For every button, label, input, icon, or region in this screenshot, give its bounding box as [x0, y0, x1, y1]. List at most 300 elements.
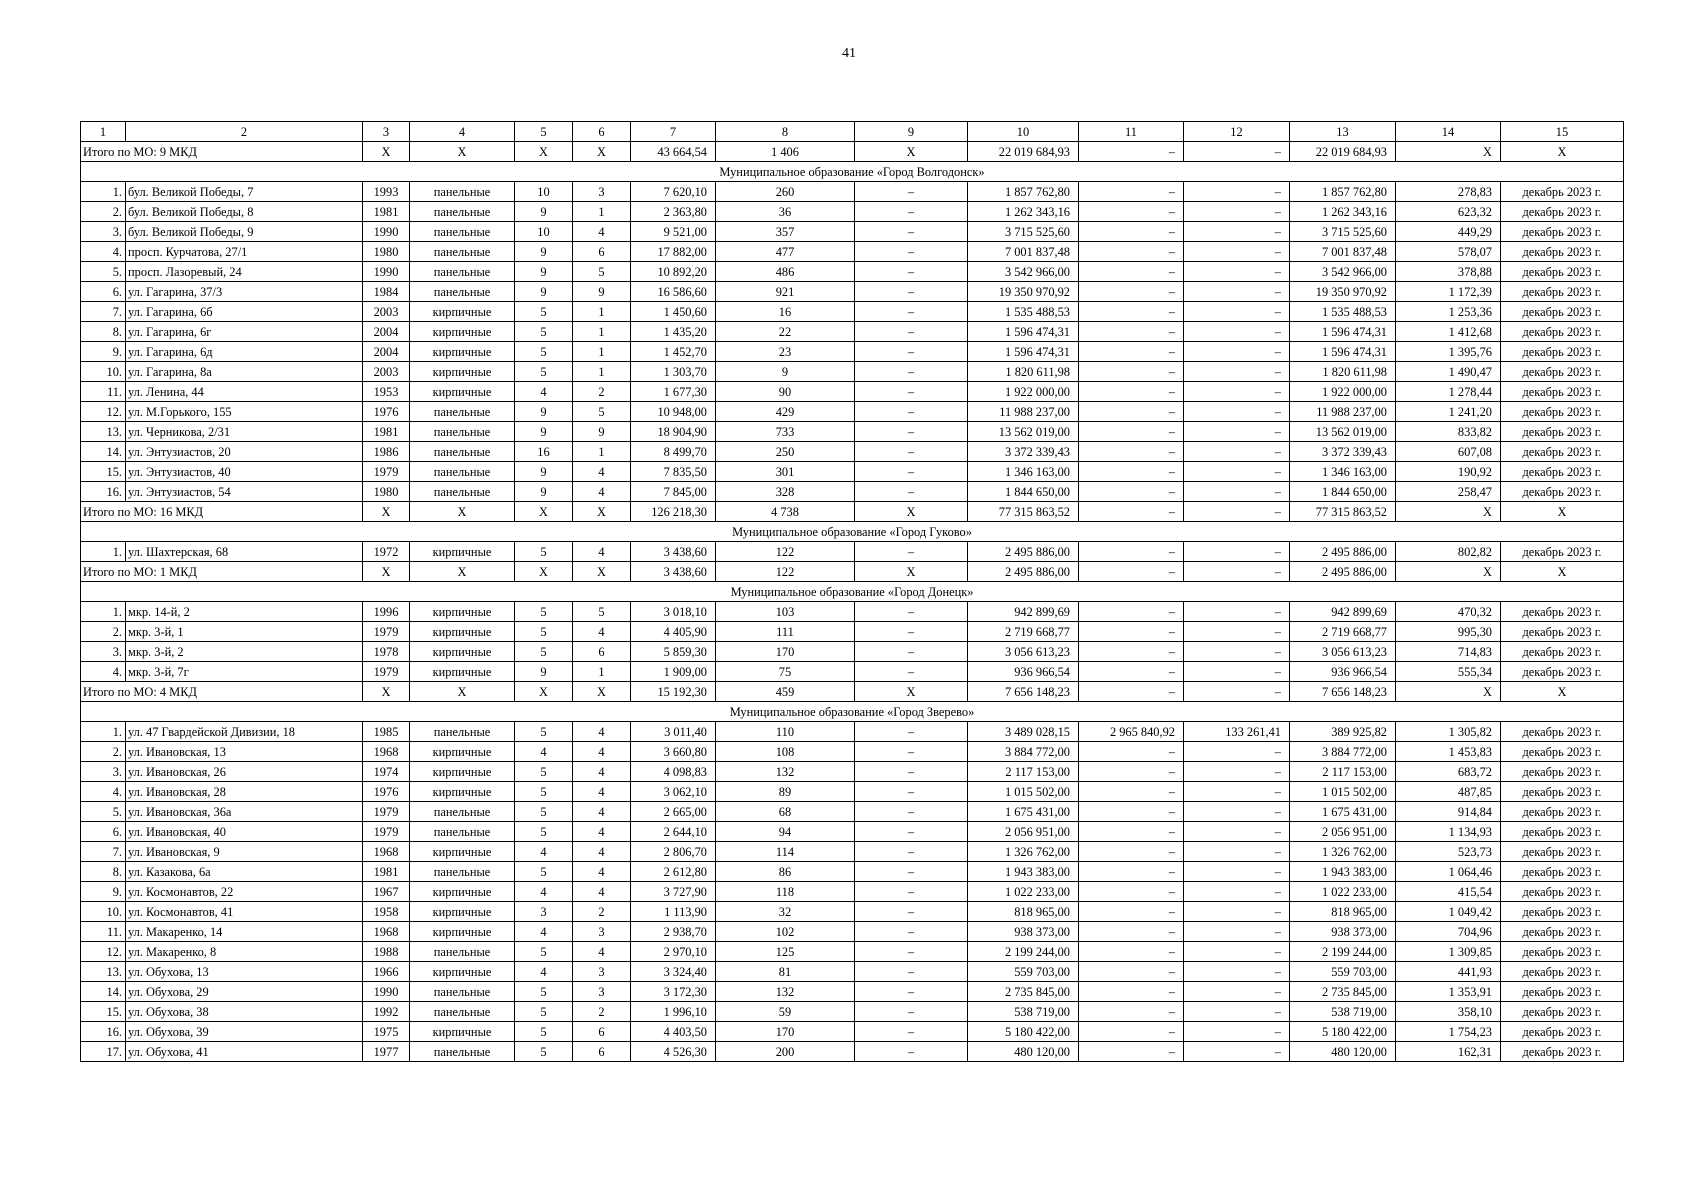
- address-cell: ул. Ивановская, 40: [126, 822, 363, 842]
- total-cell: 2 495 886,00: [1290, 562, 1396, 582]
- table-cell: 5: [515, 602, 573, 622]
- table-cell: 714,83: [1396, 642, 1501, 662]
- column-number: 6: [573, 122, 631, 142]
- table-cell: 250: [716, 442, 855, 462]
- table-cell: 538 719,00: [968, 1002, 1079, 1022]
- table-row: [81, 982, 1624, 1002]
- table-cell: 2 363,80: [631, 202, 716, 222]
- table-cell: –: [1184, 922, 1290, 942]
- housing-repair-table: [80, 121, 1624, 1062]
- table-cell: декабрь 2023 г.: [1501, 302, 1624, 322]
- table-cell: 486: [716, 262, 855, 282]
- row-index: 8.: [81, 322, 126, 342]
- table-cell: –: [855, 342, 968, 362]
- table-cell: –: [1184, 242, 1290, 262]
- table-cell: 4: [515, 962, 573, 982]
- table-cell: панельные: [410, 822, 515, 842]
- table-cell: 4: [573, 882, 631, 902]
- address-cell: ул. Энтузиастов, 20: [126, 442, 363, 462]
- table-cell: 2 970,10: [631, 942, 716, 962]
- table-cell: 7 845,00: [631, 482, 716, 502]
- table-cell: –: [1079, 962, 1184, 982]
- table-cell: панельные: [410, 242, 515, 262]
- table-cell: 5: [515, 862, 573, 882]
- table-cell: –: [1184, 642, 1290, 662]
- table-cell: 1 453,83: [1396, 742, 1501, 762]
- table-cell: 16: [515, 442, 573, 462]
- total-label: Итого по МО: 9 МКД: [81, 142, 363, 162]
- total-row: [81, 562, 1624, 582]
- table-cell: 559 703,00: [1290, 962, 1396, 982]
- table-cell: –: [855, 462, 968, 482]
- table-cell: –: [855, 862, 968, 882]
- total-cell: X: [855, 502, 968, 522]
- table-cell: 2 117 153,00: [1290, 762, 1396, 782]
- table-cell: 538 719,00: [1290, 1002, 1396, 1022]
- table-cell: –: [1079, 782, 1184, 802]
- table-cell: –: [855, 902, 968, 922]
- table-cell: 10: [515, 182, 573, 202]
- address-cell: ул. Черникова, 2/31: [126, 422, 363, 442]
- table-cell: –: [1079, 262, 1184, 282]
- table-cell: панельные: [410, 942, 515, 962]
- table-cell: 68: [716, 802, 855, 822]
- table-cell: 1 844 650,00: [1290, 482, 1396, 502]
- table-cell: 9: [515, 462, 573, 482]
- table-cell: –: [1079, 742, 1184, 762]
- table-cell: 938 373,00: [968, 922, 1079, 942]
- table-cell: 1 435,20: [631, 322, 716, 342]
- row-index: 3.: [81, 762, 126, 782]
- table-cell: –: [855, 302, 968, 322]
- table-cell: 3 489 028,15: [968, 722, 1079, 742]
- table-cell: 9: [573, 422, 631, 442]
- table-cell: –: [1184, 782, 1290, 802]
- table-row: [81, 322, 1624, 342]
- table-cell: 5 180 422,00: [1290, 1022, 1396, 1042]
- table-cell: 4: [515, 842, 573, 862]
- row-index: 15.: [81, 1002, 126, 1022]
- total-cell: X: [573, 502, 631, 522]
- table-cell: 32: [716, 902, 855, 922]
- table-row: [81, 1022, 1624, 1042]
- table-cell: –: [1079, 282, 1184, 302]
- table-cell: декабрь 2023 г.: [1501, 882, 1624, 902]
- table-cell: –: [1184, 982, 1290, 1002]
- total-cell: X: [855, 562, 968, 582]
- table-cell: 4: [573, 822, 631, 842]
- table-cell: 1 049,42: [1396, 902, 1501, 922]
- total-cell: X: [515, 502, 573, 522]
- table-cell: 3 062,10: [631, 782, 716, 802]
- table-row: [81, 742, 1624, 762]
- table-cell: 19 350 970,92: [968, 282, 1079, 302]
- table-cell: –: [1079, 482, 1184, 502]
- table-cell: 17 882,00: [631, 242, 716, 262]
- address-cell: ул. Гагарина, 6б: [126, 302, 363, 322]
- table-cell: 1992: [363, 1002, 410, 1022]
- table-cell: 5: [515, 622, 573, 642]
- table-cell: 1 326 762,00: [1290, 842, 1396, 862]
- table-cell: 441,93: [1396, 962, 1501, 982]
- table-cell: 1 677,30: [631, 382, 716, 402]
- table-cell: 1 943 383,00: [1290, 862, 1396, 882]
- table-cell: 2 965 840,92: [1079, 722, 1184, 742]
- table-cell: 1990: [363, 982, 410, 1002]
- table-cell: –: [1184, 842, 1290, 862]
- table-cell: 170: [716, 642, 855, 662]
- table-cell: кирпичные: [410, 382, 515, 402]
- table-row: [81, 962, 1624, 982]
- table-cell: 4: [573, 482, 631, 502]
- row-index: 4.: [81, 662, 126, 682]
- table-cell: 1 857 762,80: [968, 182, 1079, 202]
- table-cell: 5 180 422,00: [968, 1022, 1079, 1042]
- table-cell: 5: [515, 542, 573, 562]
- address-cell: ул. 47 Гвардейской Дивизии, 18: [126, 722, 363, 742]
- address-cell: ул. Обухова, 29: [126, 982, 363, 1002]
- address-cell: ул. Обухова, 38: [126, 1002, 363, 1022]
- table-cell: –: [1184, 302, 1290, 322]
- table-cell: 5: [515, 822, 573, 842]
- table-cell: –: [855, 822, 968, 842]
- table-cell: 578,07: [1396, 242, 1501, 262]
- row-index: 8.: [81, 862, 126, 882]
- table-cell: декабрь 2023 г.: [1501, 742, 1624, 762]
- table-cell: 2 495 886,00: [1290, 542, 1396, 562]
- total-cell: X: [1396, 682, 1501, 702]
- table-cell: 1 015 502,00: [968, 782, 1079, 802]
- table-row: [81, 542, 1624, 562]
- total-cell: 77 315 863,52: [968, 502, 1079, 522]
- table-cell: –: [1184, 762, 1290, 782]
- row-index: 15.: [81, 462, 126, 482]
- table-cell: –: [1184, 222, 1290, 242]
- table-row: [81, 262, 1624, 282]
- total-row: [81, 502, 1624, 522]
- table-cell: –: [1079, 1002, 1184, 1022]
- column-number: 12: [1184, 122, 1290, 142]
- table-cell: 1 675 431,00: [1290, 802, 1396, 822]
- table-row: [81, 362, 1624, 382]
- table-cell: 16 586,60: [631, 282, 716, 302]
- table-cell: 5: [515, 722, 573, 742]
- table-cell: 94: [716, 822, 855, 842]
- table-cell: –: [1184, 322, 1290, 342]
- column-number: 15: [1501, 122, 1624, 142]
- table-cell: 1 022 233,00: [968, 882, 1079, 902]
- table-cell: –: [1184, 602, 1290, 622]
- table-cell: –: [855, 882, 968, 902]
- table-cell: 1: [573, 362, 631, 382]
- section-header-row: [81, 522, 1624, 542]
- table-cell: кирпичные: [410, 782, 515, 802]
- table-cell: панельные: [410, 442, 515, 462]
- table-cell: 2003: [363, 302, 410, 322]
- total-cell: –: [1184, 502, 1290, 522]
- table-cell: 1 346 163,00: [1290, 462, 1396, 482]
- table-cell: 1 596 474,31: [1290, 322, 1396, 342]
- table-cell: 9: [515, 662, 573, 682]
- table-cell: 170: [716, 1022, 855, 1042]
- table-cell: 1996: [363, 602, 410, 622]
- total-cell: X: [410, 562, 515, 582]
- row-index: 2.: [81, 742, 126, 762]
- table-cell: 4 403,50: [631, 1022, 716, 1042]
- table-cell: 9: [515, 202, 573, 222]
- table-cell: –: [1079, 442, 1184, 462]
- table-cell: –: [1079, 842, 1184, 862]
- table-cell: –: [855, 842, 968, 862]
- table-cell: декабрь 2023 г.: [1501, 922, 1624, 942]
- table-cell: 2 665,00: [631, 802, 716, 822]
- table-cell: 86: [716, 862, 855, 882]
- table-cell: –: [1184, 742, 1290, 762]
- table-cell: 1984: [363, 282, 410, 302]
- table-cell: 3 018,10: [631, 602, 716, 622]
- address-cell: ул. Гагарина, 37/3: [126, 282, 363, 302]
- table-cell: 13 562 019,00: [968, 422, 1079, 442]
- table-cell: 9: [515, 422, 573, 442]
- table-cell: декабрь 2023 г.: [1501, 782, 1624, 802]
- address-cell: ул. Макаренко, 8: [126, 942, 363, 962]
- table-cell: 4: [573, 622, 631, 642]
- table-cell: –: [855, 382, 968, 402]
- table-cell: кирпичные: [410, 362, 515, 382]
- table-cell: 190,92: [1396, 462, 1501, 482]
- table-cell: 1 922 000,00: [1290, 382, 1396, 402]
- table-cell: 278,83: [1396, 182, 1501, 202]
- table-row: [81, 862, 1624, 882]
- table-cell: кирпичные: [410, 662, 515, 682]
- table-cell: 1 922 000,00: [968, 382, 1079, 402]
- table-cell: 328: [716, 482, 855, 502]
- row-index: 16.: [81, 482, 126, 502]
- table-cell: 1 015 502,00: [1290, 782, 1396, 802]
- table-cell: –: [855, 1042, 968, 1062]
- table-row: [81, 842, 1624, 862]
- table-cell: 1981: [363, 862, 410, 882]
- table-cell: –: [855, 982, 968, 1002]
- row-index: 1.: [81, 542, 126, 562]
- table-cell: –: [1079, 982, 1184, 1002]
- table-cell: 3 056 613,23: [1290, 642, 1396, 662]
- table-cell: 1 820 611,98: [1290, 362, 1396, 382]
- table-cell: 1 395,76: [1396, 342, 1501, 362]
- table-cell: 480 120,00: [968, 1042, 1079, 1062]
- total-cell: 7 656 148,23: [968, 682, 1079, 702]
- table-cell: 1 262 343,16: [1290, 202, 1396, 222]
- table-row: [81, 382, 1624, 402]
- table-cell: 1 309,85: [1396, 942, 1501, 962]
- table-row: [81, 462, 1624, 482]
- table-cell: декабрь 2023 г.: [1501, 282, 1624, 302]
- table-cell: 1 535 488,53: [968, 302, 1079, 322]
- table-cell: панельные: [410, 1002, 515, 1022]
- table-cell: 921: [716, 282, 855, 302]
- table-cell: –: [855, 362, 968, 382]
- table-cell: –: [855, 182, 968, 202]
- table-cell: 415,54: [1396, 882, 1501, 902]
- table-cell: 2003: [363, 362, 410, 382]
- table-cell: кирпичные: [410, 602, 515, 622]
- address-cell: ул. Ивановская, 9: [126, 842, 363, 862]
- table-cell: 10 892,20: [631, 262, 716, 282]
- table-cell: 1976: [363, 402, 410, 422]
- table-cell: 111: [716, 622, 855, 642]
- table-cell: 2 495 886,00: [968, 542, 1079, 562]
- row-index: 5.: [81, 262, 126, 282]
- table-cell: 2: [573, 382, 631, 402]
- table-cell: 3 542 966,00: [968, 262, 1079, 282]
- table-cell: 3 011,40: [631, 722, 716, 742]
- table-cell: –: [855, 942, 968, 962]
- table-cell: 118: [716, 882, 855, 902]
- table-cell: 1 305,82: [1396, 722, 1501, 742]
- table-cell: –: [1184, 482, 1290, 502]
- column-number: 13: [1290, 122, 1396, 142]
- table-cell: 1 996,10: [631, 1002, 716, 1022]
- table-cell: 1979: [363, 822, 410, 842]
- table-cell: 13 562 019,00: [1290, 422, 1396, 442]
- table-cell: кирпичные: [410, 902, 515, 922]
- table-cell: 5: [515, 1042, 573, 1062]
- table-cell: 4: [573, 862, 631, 882]
- table-cell: 1 134,93: [1396, 822, 1501, 842]
- total-row: [81, 142, 1624, 162]
- table-cell: –: [1079, 342, 1184, 362]
- total-cell: X: [1501, 682, 1624, 702]
- table-cell: 2 612,80: [631, 862, 716, 882]
- row-index: 12.: [81, 402, 126, 422]
- table-cell: 559 703,00: [968, 962, 1079, 982]
- table-cell: 162,31: [1396, 1042, 1501, 1062]
- total-cell: –: [1184, 682, 1290, 702]
- table-cell: 683,72: [1396, 762, 1501, 782]
- table-cell: –: [855, 442, 968, 462]
- total-cell: X: [1501, 142, 1624, 162]
- address-cell: просп. Курчатова, 27/1: [126, 242, 363, 262]
- table-cell: –: [1079, 422, 1184, 442]
- table-cell: кирпичные: [410, 922, 515, 942]
- total-cell: –: [1079, 562, 1184, 582]
- address-cell: ул. Энтузиастов, 40: [126, 462, 363, 482]
- table-cell: 358,10: [1396, 1002, 1501, 1022]
- row-index: 1.: [81, 722, 126, 742]
- table-cell: панельные: [410, 422, 515, 442]
- row-index: 1.: [81, 602, 126, 622]
- table-cell: –: [1184, 622, 1290, 642]
- table-cell: –: [1079, 242, 1184, 262]
- table-row: [81, 922, 1624, 942]
- table-cell: декабрь 2023 г.: [1501, 762, 1624, 782]
- row-index: 9.: [81, 882, 126, 902]
- table-cell: –: [1184, 902, 1290, 922]
- table-cell: –: [855, 542, 968, 562]
- table-row: [81, 222, 1624, 242]
- table-cell: –: [855, 242, 968, 262]
- table-cell: 1990: [363, 222, 410, 242]
- table-cell: 1974: [363, 762, 410, 782]
- table-cell: 132: [716, 762, 855, 782]
- section-header-row: [81, 702, 1624, 722]
- table-cell: 3 884 772,00: [1290, 742, 1396, 762]
- table-cell: –: [1184, 1002, 1290, 1022]
- table-cell: 2 199 244,00: [1290, 942, 1396, 962]
- table-cell: 75: [716, 662, 855, 682]
- table-cell: 1 113,90: [631, 902, 716, 922]
- table-cell: 59: [716, 1002, 855, 1022]
- table-cell: декабрь 2023 г.: [1501, 1042, 1624, 1062]
- table-cell: 5: [573, 402, 631, 422]
- table-cell: 1 303,70: [631, 362, 716, 382]
- table-cell: –: [1184, 1022, 1290, 1042]
- table-cell: –: [855, 642, 968, 662]
- table-cell: декабрь 2023 г.: [1501, 202, 1624, 222]
- table-cell: –: [855, 1022, 968, 1042]
- table-cell: 9: [515, 402, 573, 422]
- table-cell: 3 372 339,43: [1290, 442, 1396, 462]
- address-cell: бул. Великой Победы, 8: [126, 202, 363, 222]
- table-cell: –: [1184, 342, 1290, 362]
- total-cell: –: [1079, 682, 1184, 702]
- table-cell: –: [1079, 602, 1184, 622]
- row-index: 12.: [81, 942, 126, 962]
- table-cell: декабрь 2023 г.: [1501, 262, 1624, 282]
- table-cell: 3 056 613,23: [968, 642, 1079, 662]
- table-cell: 1958: [363, 902, 410, 922]
- total-cell: X: [363, 142, 410, 162]
- table-cell: 2 735 845,00: [968, 982, 1079, 1002]
- table-cell: 936 966,54: [1290, 662, 1396, 682]
- table-row: [81, 282, 1624, 302]
- table-cell: декабрь 2023 г.: [1501, 842, 1624, 862]
- table-cell: 4: [573, 742, 631, 762]
- table-cell: –: [1079, 542, 1184, 562]
- table-cell: 1988: [363, 942, 410, 962]
- table-cell: 938 373,00: [1290, 922, 1396, 942]
- table-cell: панельные: [410, 462, 515, 482]
- total-label: Итого по МО: 4 МКД: [81, 682, 363, 702]
- table-cell: 1 596 474,31: [1290, 342, 1396, 362]
- table-row: [81, 942, 1624, 962]
- table-cell: панельные: [410, 862, 515, 882]
- table-cell: –: [1079, 862, 1184, 882]
- address-cell: ул. Ивановская, 26: [126, 762, 363, 782]
- table-cell: 1968: [363, 922, 410, 942]
- table-cell: –: [1184, 182, 1290, 202]
- table-cell: 7 001 837,48: [1290, 242, 1396, 262]
- table-cell: 11 988 237,00: [968, 402, 1079, 422]
- table-cell: 1 241,20: [1396, 402, 1501, 422]
- total-label: Итого по МО: 1 МКД: [81, 562, 363, 582]
- address-cell: ул. Шахтерская, 68: [126, 542, 363, 562]
- table-cell: –: [1184, 362, 1290, 382]
- address-cell: просп. Лазоревый, 24: [126, 262, 363, 282]
- table-cell: –: [855, 602, 968, 622]
- address-cell: ул. М.Горького, 155: [126, 402, 363, 422]
- table-cell: декабрь 2023 г.: [1501, 242, 1624, 262]
- table-cell: 1 353,91: [1396, 982, 1501, 1002]
- table-cell: 4: [573, 762, 631, 782]
- table-row: [81, 182, 1624, 202]
- table-cell: 1: [573, 442, 631, 462]
- table-row: [81, 662, 1624, 682]
- table-cell: 1978: [363, 642, 410, 662]
- table-cell: декабрь 2023 г.: [1501, 1022, 1624, 1042]
- table-cell: 1985: [363, 722, 410, 742]
- table-cell: 2 719 668,77: [968, 622, 1079, 642]
